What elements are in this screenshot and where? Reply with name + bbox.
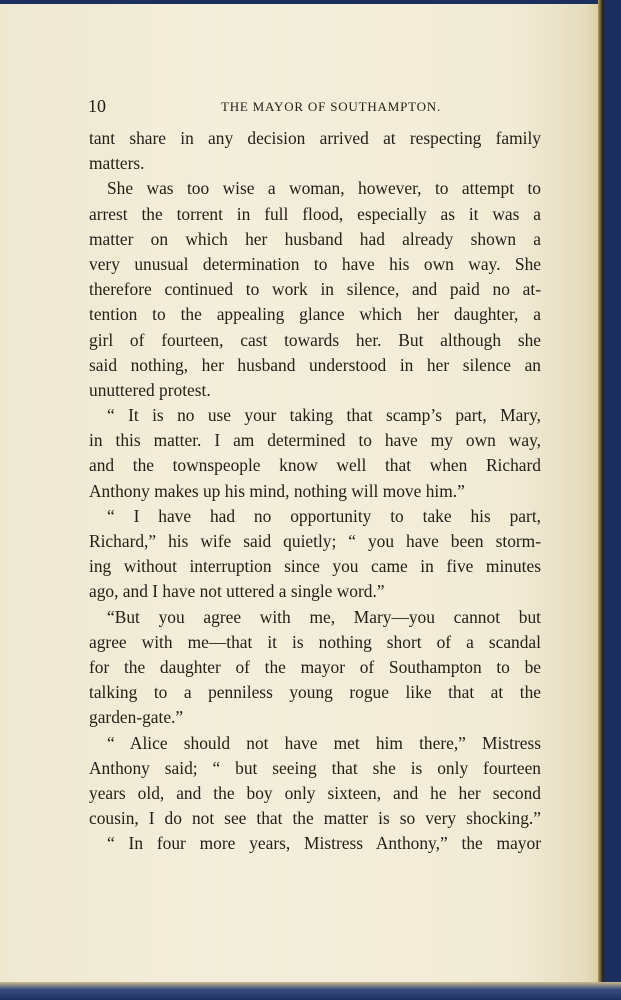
- text-line: “ In four more years, Mistress Anthony,” the mayor: [107, 833, 541, 854]
- text-line: tention to the appealing glance which her daughter, a: [89, 304, 541, 325]
- page-number: 10: [88, 96, 106, 116]
- text-line: talking to a penniless young rogue like that at the: [89, 682, 541, 703]
- page-header: [88, 96, 540, 118]
- book-bottom-edge: [0, 982, 621, 1000]
- text-line: “ Alice should not have met him there,” Mistress: [107, 732, 541, 753]
- book-page: [0, 4, 604, 986]
- text-line: “ I have had no opportunity to take his part,: [107, 505, 541, 526]
- text-line: ago, and I have not uttered a single word.”: [89, 581, 385, 602]
- text-line: Anthony said; “ but seeing that she is only fourteen: [89, 757, 541, 778]
- text-line: years old, and the boy only sixteen, and he her second: [89, 782, 541, 803]
- text-line: arrest the torrent in full flood, especially as it was a: [89, 203, 541, 224]
- text-line: “ It is no use your taking that scamp’s part, Mary,: [107, 405, 541, 426]
- text-line: unuttered protest.: [89, 379, 211, 400]
- text-line: “But you agree with me, Mary—you cannot but: [107, 606, 541, 627]
- text-line: matter on which her husband had already shown a: [89, 228, 541, 249]
- text-line: said nothing, her husband understood in her silence an: [89, 354, 541, 375]
- text-line: girl of fourteen, cast towards her. But although she: [89, 329, 541, 350]
- body-text: [89, 126, 541, 856]
- text-line: cousin, I do not see that the matter is so very shocking.”: [89, 808, 541, 829]
- text-line: She was too wise a woman, however, to attempt to: [107, 178, 541, 199]
- text-line: garden-gate.”: [89, 707, 184, 728]
- text-line: matters.: [89, 153, 145, 174]
- text-line: very unusual determination to have his own way. She: [89, 253, 541, 274]
- text-line: tant share in any decision arrived at respecting family: [89, 128, 541, 148]
- text-line: Richard,” his wife said quietly; “ you have been storm-: [89, 531, 541, 551]
- text-line: ing without interruption since you came in five minutes: [89, 556, 541, 577]
- text-line: in this matter. I am determined to have my own way,: [89, 430, 541, 451]
- text-line: therefore continued to work in silence, and paid no at-: [89, 279, 541, 300]
- running-head: THE MAYOR OF SOUTHAMPTON.: [220, 99, 442, 114]
- text-line: Anthony makes up his mind, nothing will move him.”: [89, 480, 465, 501]
- text-line: and the townspeople know well that when Richard: [89, 455, 541, 476]
- text-line: agree with me—that it is nothing short of a scandal: [89, 631, 541, 652]
- text-line: for the daughter of the mayor of Southampton to be: [89, 656, 541, 677]
- book-spine-edge: [598, 0, 606, 1000]
